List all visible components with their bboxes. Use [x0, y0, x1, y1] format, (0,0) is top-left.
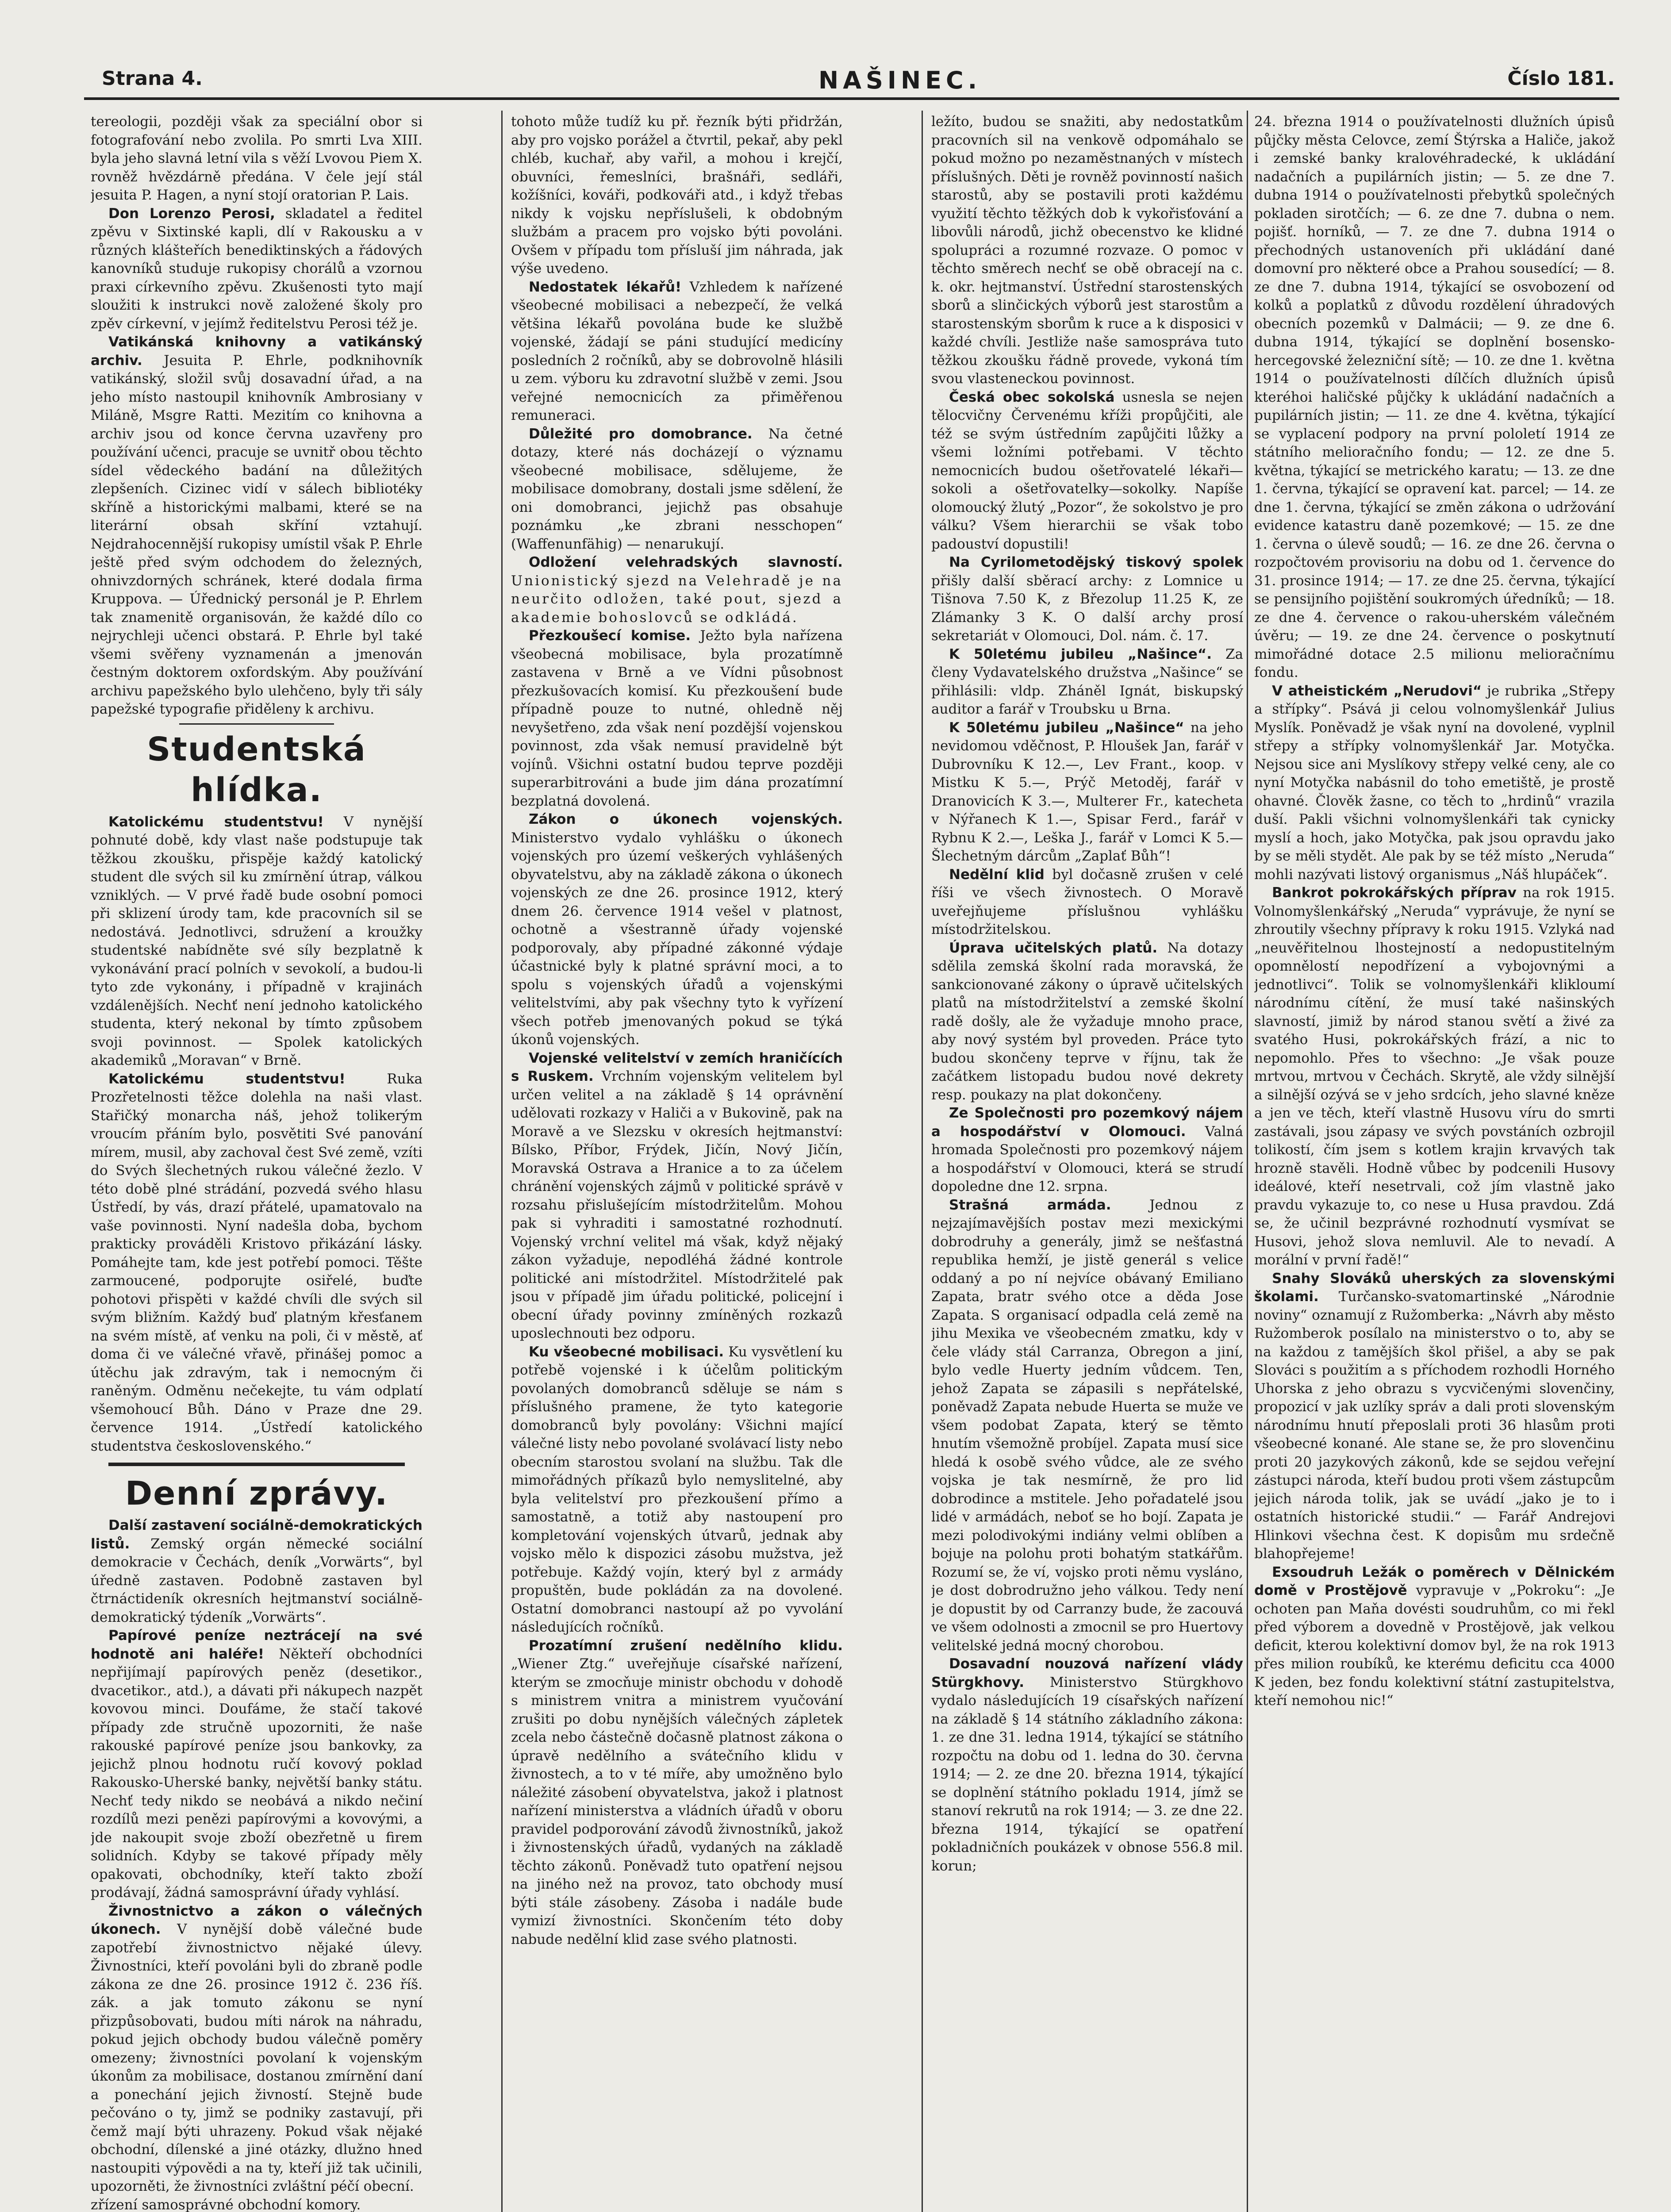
article-text: přišly další sběrací archy: z Lomnice u Tišnova 7.50 K, z Březolup 11.25 K, ze Zlámanky 3 K. O další archy prosí sekretariát v Olomouci, Dol. nám. č. 17.	[931, 572, 1243, 644]
article-paragraph	[511, 425, 843, 554]
article-paragraph	[91, 1517, 423, 1627]
article-text: Na dotazy sdělila zemská školní rada moravská, že sankcionované zákony o úpravě učitelských platů na místodržitelství a zemské školní radě došly, ale že vyžaduje mnoho prace, aby nový systém byl proveden. Práce tyto budou skončeny teprve v říjnu, tak že začátkem listopadu budou nové dekrety resp. poukazy na plat dokončeny.	[931, 940, 1243, 1103]
article-paragraph	[931, 645, 1243, 719]
article-text: zřízení samosprávné obchodní komory.	[91, 2197, 361, 2212]
article-lead: Nedělní klid	[949, 866, 1045, 883]
article-paragraph	[1254, 884, 1615, 1270]
article-paragraph	[511, 1343, 843, 1637]
article-paragraph	[91, 1902, 423, 2196]
article-paragraph	[1254, 682, 1615, 884]
article-text: tohoto může tudíž ku př. řezník býti přidržán, aby pro vojsko porážel a čtvrtil, pekař, aby pekl chléb, kuchař, aby vařil, a mohou i krejčí, obuvníci, řemeslníci, brašnáři, sedláři, kožíšníci, kováři, podkováři atd., i když třebas nikdy k vojsku nepříslušeli, k obdobným službám a pracem pro vojsko býti povoláni. Ovšem v případu tom přísluší jim náhrada, jak výše uvedeno.	[511, 114, 843, 276]
article-paragraph	[931, 939, 1243, 1105]
article-lead: Strašná armáda.	[949, 1197, 1111, 1213]
issue-number: Číslo 181.	[1507, 67, 1615, 90]
article-lead: Úprava učitelských platů.	[949, 940, 1158, 956]
article-text: Ruka Prozřetelnosti těžce dolehla na naši vlast. Stařičký monarcha náš, jehož tolikerým vroucím přáním bylo, posvětiti Své panování mírem, musil, aby zachoval čest Své země, vzíti do Svých šlechetných rukou válečné žezlo. V této době plné strádání, pozvedá svého hlasu Ústředí, by vás, drazí přátelé, upamatovalo na vaše povinnosti. Nyní nadešla doba, bychom prakticky prováděli Kristovo přikázání lásky. Pomáhejte tam, kde jest potřebí pomoci. Těšte zarmoucené, podporujte osiřelé, buďte pohotovi přispěti v každé chvíli dle svých sil svým bližním. Každý buď platným křesťanem na svém místě, ať venku na poli, či v městě, ať doma či ve válečné vřavě, přinášej pomoc a útěchu jak zdravým, tak i nemocným či raněným. Odměnu nečekejte, tu vám odplatí všemohoucí Bůh. Dáno v Praze dne 29. července 1914. „Ústředí katolického studentstva československého.“	[91, 1071, 423, 1454]
article-paragraph	[931, 1104, 1243, 1196]
article-text: usnesla se nejen tělocvičny Červenému kříži propůjčiti, ale též se svým ústředním zapůjčiti lůžky a všemi ložními potřebami. V těchto nemocnicích budou ošetřovatelé lékaři—sokoli a ošetřovatelky—sokolky. Napíše olomoucký žlutý „Pozor“, že sokolstvo je pro válku? Všem hierarchii se však tobo padouství dopustili!	[931, 389, 1243, 552]
article-text: Ku vysvětlení ku potřebě vojenské i k účelům politickým povolaných domobranců sděluje se nám s příslušného pramene, že tyto kategorie domobranců byly povolány: Všichni mající válečné listy nebo povolané svolávací listy nebo obecním starostou svolaní na službu. Tak dle mimořádných příkazů bylo nemyslitelné, aby byla velitelství pro přezkoušení přímo a samostatně, a totiž aby nastoupení pro kompletování vojenských útvarů, jednak aby vojsko mělo k dispozici zásobu mužstva, jež potřebuje. Každý vojín, který byl z armády propuštěn, bude pokládán za na dovolené. Ostatní domobranci nastoupí až po vyvolání následujících ročníků.	[511, 1344, 843, 1635]
page-header	[84, 66, 1619, 100]
article-paragraph	[1254, 1270, 1615, 1563]
article-paragraph	[931, 553, 1243, 645]
article-text: Za členy Vydavatelského družstva „Našince“ se přihlásili: vldp. Zháněl Ignát, biskupský auditor a farář v Troubsku u Brna.	[931, 646, 1243, 717]
article-paragraph	[511, 810, 843, 1049]
article-text: Jesuita P. Ehrle, podknihovník vatikánský, složil svůj dosavadní úřad, a na jeho místo nastoupil knihovník Ambrosiany v Miláně, Msgre Ratti. Mezitím co knihovna a archiv jsou od konce června uzavřeny pro používání učenci, pracuje se uvnitř obou těchto sídel vědeckého badání na důležitých zlepšeních. Cizinec vidí v sálech bibliotéky skříně a historickými malbami, které se na literární obsah skříní vztahují. Nejdrahocennější rukopisy umístil však P. Ehrle ještě před svým odchodem do železných, ohnivzdorných schránek, které dodala firma Kruppova. — Úřednický personál je P. Ehrlem tak znamenitě organisován, že každé dílo co nejrychleji učenci obstará. P. Ehrle byl také všemi svěřeny vyznamenán a jmenován čestným doktorem oxfordským. Aby používání archivu papežského bylo ulehčeno, byly tři sály papežské typografie přiděleny k archivu.	[91, 352, 423, 717]
article-text: Ježto byla nařízena všeobecná mobilisace, byla prozatímně zastavena v Brně a ve Vídni působnost přezkušovacích komisí. Ku přezkoušení bude případně pouze to nutné, ohledně něj nevyšetřeno, zda však není pozdější vojenskou povinnost, zda však nemusí pravidelně být vojínů. Všichni ostatní budou teprve později superarbitrováni a bude jim dána prozatímní bezplatná dovolená.	[511, 628, 843, 809]
article-text: Vrchním vojenským velitelem byl určen velitel a na základě § 14 oprávnění udělovati rozkazy v Haliči a v Bukovině, pak na Moravě a ve Slezsku v okresích hejtmanství: Bílsko, Příbor, Frýdek, Jičín, Nový Jičín, Moravská Ostrava a Hranice a to za účelem chránění vojenských zájmů v politické správě v rozsahu přislušejícím místodržitelům. Mohou pak si vyhraditi i samostatné rozhodnutí. Vojenský vrchní velitel má však, když nějaký zákon vyžaduje, nepodléhá žádné kontrole politické ani místodržitel. Místodržitelé pak jsou v případě jim úřadu politické, policejní i obecní úřady povinny zmíněných rozkazů uposlechnouti bez odporu.	[511, 1068, 843, 1341]
article-text: Zemský orgán německé sociální demokracie v Čechách, deník „Vorwärts“, byl úředně zastaven. Podobně zastaven byl čtrnáctideník okresních hejtmanství sociálně-demokratický týdeník „Vorwärts“.	[91, 1536, 423, 1625]
article-paragraph	[931, 388, 1243, 554]
article-paragraph	[931, 1655, 1243, 1875]
article-text: tereologii, později však za speciální obor si fotografování nebo zvolila. Po smrti Lva XIII. byla jeho slavná letní vila s věží Lvovou Piem X. rovněž hvězdárně předána. V čele její stál jesuita P. Hagen, a nyní stojí oratorian P. Lais.	[91, 114, 423, 203]
article-lead: Na Cyrilometodějský tiskový spolek	[949, 554, 1243, 570]
article-lead: Nedostatek lékařů!	[529, 279, 682, 295]
column-2	[511, 113, 843, 2212]
article-text: Valná hromada Společnosti pro pozemkový nájem a hospodářství v Olomouci, která se strudí dopoledne dne 12. srpna.	[931, 1123, 1243, 1194]
article-lead: Dosavadní nouzová nařízení vlády Stürgkhovy.	[931, 1656, 1243, 1690]
article-paragraph	[931, 719, 1243, 866]
article-text: ležíto, budou se snažiti, aby nedostatkům pracovních sil na venkově odpomáhalo se pokud možno po nezaměstnaných v místech příslušných. Děti je rovněž povinností našich starostů, aby se postavili proti každému využití těchto těžkých dob k vykořisťování a libovůli národů, jichž obecenstvo ke klidné spolupráci a rozumné rozvaze. O pomoc v těchto směrech nechť se obě obracejí na c. k. okr. hejtmanství. Ústřední starostenských sborů a slinčických výborů jest starostům a starostenským sborům k ruce a k disposici v každé chvíli. Jestliže naše samospráva tuto těžkou zkoušku řádně provede, vykoná tím svou vlasteneckou povinnost.	[931, 114, 1243, 387]
article-paragraph	[91, 1627, 423, 1902]
article-text: Na četné dotazy, které nás docházejí o významu všeobecné mobilisace, sdělujeme, že mobilisace domobrany, dostali jsme sdělení, že oni domobranci, jejichž pas obsahuje poznámku „ke zbrani nesschopen“ (Waffenunfähig) — nenarukují.	[511, 426, 843, 552]
column-divider	[922, 111, 923, 2212]
article-lead: Vatikánská knihovny a vatikánský archiv.	[91, 334, 423, 369]
article-lead: Prozatímní zrušení nedělního klidu.	[529, 1637, 843, 1654]
article-text: Unionistický sjezd na Velehradě je na neurčito odložen, také pout, sjezd a akademie bohoslovců se odkládá.	[511, 572, 843, 626]
article-paragraph	[511, 1049, 843, 1343]
article-paragraph	[931, 866, 1243, 939]
article-text: skladatel a ředitel zpěvu v Sixtinské kapli, dlí v Rakousku a v různých klášteřích benediktinských a řádových kanovníků studuje rukopisy chorálů a vzornou praxi církevního zpěvu. Zkušenosti tyto mají sloužiti k instrukci nově založené školy pro zpěv církevní, v jejímž ředitelstvu Perosi též je.	[91, 205, 423, 332]
page-number: Strana 4.	[102, 67, 203, 90]
column-1	[91, 113, 423, 2212]
article-lead: Bankrot pokrokářských příprav	[1272, 885, 1517, 901]
article-lead: Katolickému studentstvu!	[108, 814, 324, 830]
article-paragraph	[511, 1637, 843, 1949]
article-lead: Živnostnictvo a zákon o válečných úkonech.	[91, 1903, 423, 1937]
column-3	[931, 113, 1243, 2212]
article-lead: Přezkoušecí komise.	[529, 628, 691, 644]
article-paragraph	[511, 278, 843, 425]
article-paragraph	[91, 1070, 423, 1456]
column-divider	[501, 111, 503, 2212]
article-lead: Katolickému studentstvu!	[108, 1071, 346, 1087]
article-paragraph	[91, 813, 423, 1070]
article-paragraph	[511, 627, 843, 810]
divider	[108, 1463, 405, 1466]
column-4	[1254, 113, 1615, 2212]
article-text: byl dočasně zrušen v celé říši ve všech živnostech. O Moravě uveřejňujeme příslušnou vyhlášku místodržitelskou.	[931, 866, 1243, 937]
article-text: Jednou z nejzajímavějších postav mezi mexickými dobrodruhy a generály, jimž se nešťastná republika hemží, je jistě generál s velice oddaný a po ní nejvíce obávaný Emiliano Zapata, bratr svého otce a děda Jose Zapata. S organisací odpadla celá země na jihu Mexika ve všeobecném zmatku, kdy v čele vlády stál Carranza, Obregon a jiní, bylo vedle Huerty jedním vůdcem. Ten, jehož Zapata se zápasili s nepřátelské, poněvadž Zapata nebude Huerta se muže ve všem podobat Zapata, který se těmto hnutím všemožně probíjel. Zapata musí sice hledá k osobě svého vůdce, ale ze svého vojska je tak nesmírně, že pro lid dobrodince a mstitele. Jeho pořadatelé jsou lidé v armádách, neboť se ho bojí. Zapata je mezi polodivokými indiány velmi oblíben a bojuje na polohu proti bohatým statkářům. Rozumí se, že ví, vojsko proti němu vysláno, je dost dobrodružno jeho válkou. Tedy není je dopustit by od Carranzy bude, že zacouvá ve všem odolnosti a zmocnil se pro Huertovy velitelské jedná mocný chorobou.	[931, 1197, 1243, 1654]
column-divider	[1247, 111, 1248, 2212]
article-text: Ministerstvo Stürgkhovo vydalo následujících 19 císařských nařízení na základě § 14 státního základního zákona: 1. ze dne 31. ledna 1914, týkající se státního rozpočtu na dobu od 1. ledna do 30. června 1914; — 2. ze dne 20. března 1914, týkající se doplnění státního pokladu 1914, jímž se stanoví rekrutů na rok 1914; — 3. ze dne 22. března 1914, týkající se opatření pokladničních poukázek v obnose 556.8 mil. korun;	[931, 1674, 1243, 1874]
article-lead: Ku všeobecné mobilisaci.	[529, 1344, 724, 1360]
article-text: na jeho nevidomou vděčnost, P. Hloušek Jan, farář v Dubrovníku K 12.—, Lev Frant., koop. v Mistku K 5.—, Prýč Metoděj, farář v Dranovicích K 3.—, Multerer Fr., katecheta v Nýřanech K 1.—, Spisar Ferd., farář v Rybnu K 2.—, Leška J., farář v Lomci K 5.— Šlechetným dárcům „Zaplať Bůh“!	[931, 719, 1243, 864]
article-text: Někteří obchodníci nepřijímají papírových peněz (desetikor., dvacetikor., atd.), a dávati při nákupech nazpět kovovou minci. Doufáme, že stačí takové případy zde stručně upozorniti, že naše rakouské papírové peníze jsou bankovky, za jejichž plnou hodnotu ručí kovový poklad Rakousko-Uherské banky, největší banky státu. Nechť tedy nikdo se neobává a nikdo nečiní rozdílů mezi penězi papírovými a kovovými, a jde nakoupit svoje zboží obezřetně u firem solidních. Kdyby se takové případy měly opakovati, obchodníky, kteří takto zboží prodávají, žádná samosprávní úřady vyhlásí.	[91, 1646, 423, 1901]
article-paragraph	[91, 333, 423, 719]
article-lead: Důležité pro domobrance.	[529, 426, 753, 442]
article-lead: Česká obec sokolská	[949, 389, 1115, 405]
article-text: V nynější době válečné bude zapotřebí živnostnictvo nějaké úlevy. Živnostníci, kteří povoláni byli do zbraně podle zákona ze dne 26. prosince 1912 č. 236 říš. zák. a jak tomuto zákonu se nyní přizpůsobovati, budou míti nárok na náhradu, pokud jejich obchody budou válečně poměry omezeny; živnostníci povolaní k vojenským úkonům za mobilisace, dostanou zmírnění daní a ponechání jejich živností. Stejně bude pečováno o ty, jimž se podniky zastavují, při čemž mají býti uhrazeny. Pokud však nějaké obchodní, dílenské a jiné otázky, dlužno hned nastoupiti výpovědi a na ty, kteří již tak učinili, upozorněti, že živnostníci zvláštní péčí obecní.	[91, 1921, 423, 2194]
section-title-news: Denní zprávy.	[125, 1475, 388, 1513]
article-text: Turčansko-svatomartinské „Národnie noviny“ oznamují z Ružomberka: „Návrh aby město Ružomberok posílalo na ministerstvo o to, aby se na každou z tamějších škol přišel, a aby se pak Slováci s použitím a s příchodem rozhodli Horného Uhorska z jeho obrazu s vycvičenými slovenčiny, propozicí v jak uzlíky správ a dali proti slovenským národnímu hnutí přeposlali proti 36 hlasům proti všeobecné konané. Ale stane se, že pro slovenčinu proti 20 jazykových zákonů, kde se sejdou veřejní zástupci národa, kteří budou proti všem zástupcům jejich národa tolik, jak se uvádí „jako je to i ostatních historické studii.“ — Farář Andrejovi Hlinkovi všechna čest. K dopisům mu srdečně blahopřejeme!	[1254, 1289, 1615, 1562]
article-text: Vzhledem k nařízené všeobecné mobilisaci a nebezpečí, že velká většina lékařů povolána bude ke službě vojenské, žádají se páni studující medicíny posledních 2 ročníků, aby se dobrovolně hlásili u zem. výboru ku zdravotní službě v zemi. Jsou veřejné nemocnicích za přiměřenou remuneraci.	[511, 279, 843, 423]
article-text: „Wiener Ztg.“ uveřejňuje císařské nařízení, kterým se zmocňuje ministr obchodu v dohodě s ministrem vnitra a ministrem vyučování zrušiti po dobu nynějších válečných zápletek zcela nebo částečně dočasně platnost zákona o úpravě nedělního a svátečního klidu v živnostech, a to v té míře, aby umožněno bylo náležité zásobení obyvatelstva, jakož i platnost nařízení ministerstva a vládních úřadů v oboru pravidel podporování závodů živnostníků, jakož i živnostenských úřadů, vydaných na základě těchto zákonů. Poněvadž tuto opatření nejsou na jiného než na provoz, tato obchody musí býti stále zásobeny. Zásoba i nadále bude vymizí živnostníci. Skončením této doby nabude nedělní klid zase svého platnosti.	[511, 1656, 843, 1947]
article-lead: Don Lorenzo Perosi,	[108, 205, 275, 222]
article-paragraph	[931, 1196, 1243, 1655]
article-paragraph	[511, 553, 843, 627]
article-text: vypravuje v „Pokroku“: „Je ochoten pan Maňa dovésti soudruhům, co mi řekl před výborem a dovedně v Prostějově, jak velkou deficit, kterou kolektivní domov byl, že na rok 1913 přes milion roubíků, ke kterému deficitu cca 4000 K jeden, bez fondu kolektivní státní zastupitelstva, kteří nemohou nic!“	[1254, 1582, 1615, 1709]
article-text: na rok 1915. Volnomyšlenkářský „Neruda“ vyprávuje, že nyní se zhroutily všechny přípravy k roku 1915. Vzlyká nad „neuvěřitelnou lhostejností a nedopustitelným opomnělostí nepodřízení a vybojovnými a jednotlivci“. Tolik se volnomyšlenkáři klikloumí národnímu cítění, že musí také našinských slavností, jimiž by národ stanou světí a živé za svatého Husi, pokrokářských frází, a nic to nepomohlo. Přes to všechno: „Je však pouze mrtvou, mrtvou v Čechách. Skrytě, ale vždy silnější a silnější ozývá se v jeho srdcích, jeho slavné kněze a jen ve těch, kteří vlastně Husovu víru do smrti zastávali, jsou zápasy ve svých povstáních ozbrojil tolikostí, čím jsem s kotlem krajin krvavých tak hrozně stavěli. Hodně vůbec by podcenili Husovy ideálové, kteří nesetrvali, což jím vlastně jako pravdu vykazuje to, co nese u Husa pravdou. Zdá se, že učinil bezprávné rozhodnutí vysmívat se Husovi, jehož slova nemluvil. Ale to nevadí. A morální v první řadě!“	[1254, 885, 1615, 1268]
article-lead: Další zastavení sociálně-demokratických listů.	[91, 1517, 423, 1552]
divider	[179, 723, 334, 725]
article-text: V nynější pohnuté době, kdy vlast naše podstupuje tak těžkou zkoušku, přispěje každý katolický student dle svých sil ku zmírnění útrap, válkou vzniklých. — V prvé řadě bude osobní pomoci při sklizení úrody tam, kde pracovních sil se nedostává. Jednotlivci, sdružení a kroužky studentské nabídněte své síly bezplatně k vykonávání prací polních v sevokolí, a budou-li tyto zde vykonány, i případně v krajinách vzdálenějších. Nechť není jednoho katolického studenta, který nekonal by tímto způsobem svoji povinnost. — Spolek katolických akademiků „Moravan“ v Brně.	[91, 814, 423, 1068]
article-lead: Vojenské velitelství v zemích hraničících s Ruskem.	[511, 1050, 843, 1084]
article-paragraph	[91, 205, 423, 334]
article-paragraph	[1254, 1563, 1615, 1710]
article-lead: Odložení velehradských slavností.	[529, 554, 843, 570]
article-lead: V atheistickém „Nerudovi“	[1272, 683, 1482, 699]
masthead: NAŠINEC.	[818, 66, 982, 94]
article-lead: Zákon o úkonech vojenských.	[529, 811, 843, 827]
article-lead: K 50letému jubileu „Našince“.	[949, 646, 1212, 662]
article-lead: Papírové peníze neztrácejí na své hodnotě ani haléře!	[91, 1628, 423, 1662]
section-title-students: Studentská hlídka.	[147, 730, 366, 809]
article-lead: Snahy Slováků uherských za slovenskými školami.	[1254, 1270, 1615, 1305]
article-text: 24. března 1914 o používatelnosti dlužních úpisů půjčky města Celovce, zemí Štýrska a Haliče, jakož i zemské banky kralovéhradecké, k ukládání nadačních a pupilárních jistin; — 5. ze dne 7. dubna 1914 o používatelnosti přebytků společných pokladen sirotčích; — 6. ze dne 7. dubna o nem. pojišť. horníků, — 7. ze dne 7. dubna 1914 o přechodných ustanoveních při ukládání dané domovní pro některé obce a Prahou sousedící; — 8. ze dne 7. dubna 1914, týkající se osvobození od kolků a poplatků z důvodu rozdělení úhradových obecních pozemků v Dalmácii; — 9. ze dne 6. dubna 1914, týkající se doplnění bosensko-hercegovské železniční sítě; — 10. ze dne 1. května 1914 o používatelnosti dílčích dlužních úpisů kteréhoi haličské půjčky k ukládání nadačních a pupilárních jistin; — 11. ze dne 4. května, týkající se vyplacení podpory na první pololetí 1914 ze státního melioračního fondu; — 12. ze dne 5. května, týkající se metrického karatu; — 13. ze dne 1. června, týkající se opravení kat. parcel; — 14. ze dne 1. června, týkající se změn zákona o udržování evidence katastru daně pozemkové; — 15. ze dne 1. června o úlevě soudů; — 16. ze dne 26. června o rozpočtovém provisoriu na dobu od 1. července do 31. prosince 1914; — 17. ze dne 25. června, týkající se pensijního pojištění soukromých úředníků; — 18. ze dne 4. července o rakou-uherském válečném úvěru; — 19. ze dne 24. července o poskytnutí mimořádné dotace 2.5 milionu melioračnímu fondu.	[1254, 114, 1615, 680]
article-lead: Exsoudruh Ležák o poměrech v Dělnickém domě v Prostějově	[1254, 1564, 1615, 1598]
article-text: je rubrika „Střepy a střípky“. Psává ji celou volnomyšlenkář Julius Myslík. Poněvadž je však nyní na dovolené, vyplnil střepy a střípky volnomyšlenkář Jar. Motyčka. Nejsou sice ani Myslíkovy střepy velké ceny, ale co nyní Motyčka nabásnil do toho emetiště, je prostě ohavné. Člověk žasne, co těch to „hrdinů“ vrazila duší. Pakli všichni volnomyšlenkáři tak cynicky myslí a hoch, jako Motyčka, pak jsou opravdu jako by se měli stydět. Ale pak by se též místo „Neruda“ mohli nazývati listový organismus „Náš hlupáček“.	[1254, 683, 1615, 883]
article-lead: K 50letému jubileu „Našince“	[949, 719, 1184, 736]
article-text: Ministerstvo vydalo vyhlášku o úkonech vojenských pro území veškerých vyhlášených obyvatelstvu, aby na základě zákona o úkonech vojenských ze dne 26. prosince 1912, který dnem 26. července 1914 vešel v platnost, ochotně a všestranně úřady vojenské podporovaly, aby případné zákonné výdaje účastnické byly k platné správní moci, a to spolu s vojenských úřadů a vojenskými velitelstvími, aby pak všechny tyto k vyřízení všech potřeb jmenovaných pokud se týká úkonů vojenských.	[511, 830, 843, 1048]
article-lead: Ze Společnosti pro pozemkový nájem a hospodářství v Olomouci.	[931, 1105, 1243, 1140]
